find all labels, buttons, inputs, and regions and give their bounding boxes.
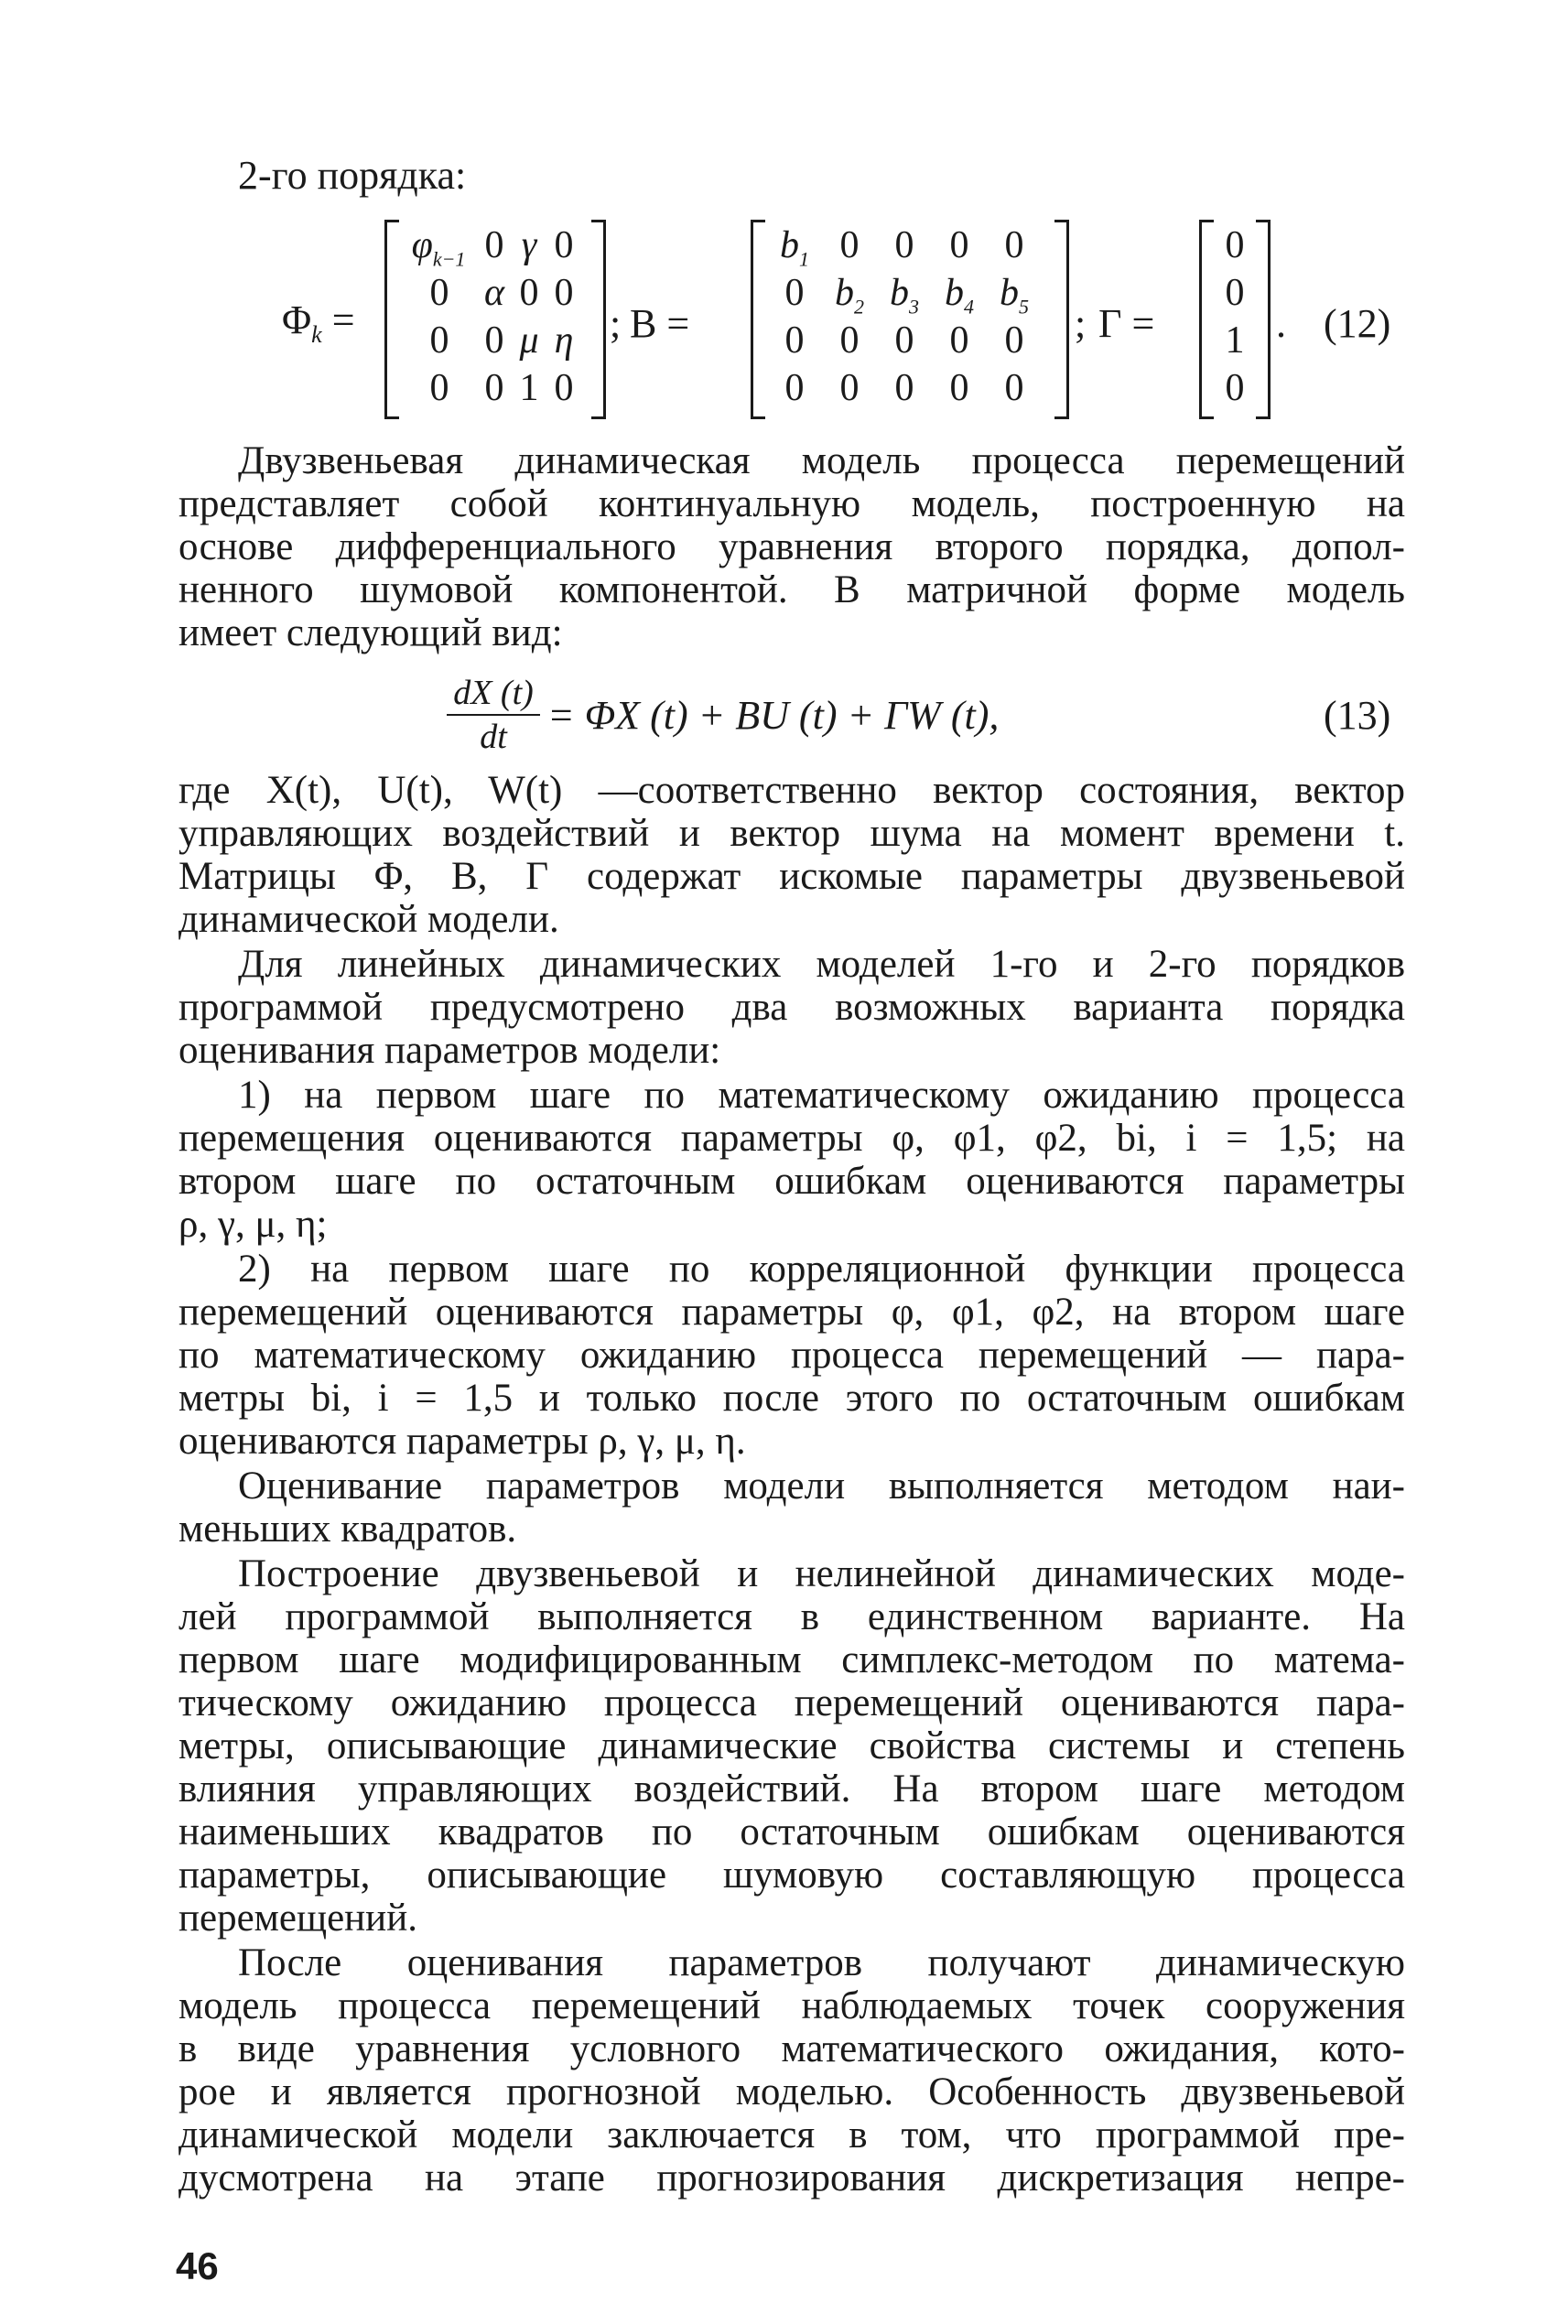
b-equals: =	[666, 301, 690, 346]
para6-line-1: Оценивание параметров модели выполняется методом наи-	[238, 1465, 1405, 1508]
phi-cell-1-1: $\varphi_{k-1}$	[411, 224, 466, 271]
fraction-numerator: dX (t)	[447, 672, 540, 716]
b-cell-4-3: 0	[894, 367, 914, 409]
para8-line-3: в виде уравнения условного математического ожидания, кото-	[178, 2027, 1405, 2070]
b-cell-3-3: 0	[894, 319, 914, 362]
page-number: 46	[176, 2244, 219, 2287]
phi-matrix	[384, 220, 606, 419]
gamma-label: Γ	[1098, 301, 1122, 346]
para1-line-5: имеет следующий вид:	[178, 611, 563, 654]
phi-subscript: k	[311, 320, 322, 348]
para8-line-1: После оценивания параметров получают динамическую	[238, 1941, 1405, 1984]
para2-line-2: управляющих воздействий и вектор шума на момент времени t.	[178, 812, 1405, 855]
para5-line-1: 2) на первом шаге по корреляционной функции процесса	[238, 1248, 1405, 1291]
b-cell-4-4: 0	[949, 367, 969, 409]
para8-line-4: рое и является прогнозной моделью. Особенность двузвеньевой	[178, 2070, 1405, 2113]
gamma-cell-4: 0	[1225, 367, 1245, 409]
separator-2: ;	[1075, 301, 1087, 346]
para7-line-1: Построение двузвеньевой и нелинейной динамических моде-	[238, 1552, 1405, 1595]
b-cell-3-4: 0	[949, 319, 969, 362]
gamma-cell-3: 1	[1225, 319, 1245, 362]
b-cell-2-2: $b_2$	[835, 272, 864, 319]
para4-line-3: втором шаге по остаточным ошибкам оцениваются параметры	[178, 1160, 1405, 1203]
para8-line-6: дусмотрена на этапе прогнозирования дискретизация непре-	[178, 2156, 1405, 2200]
gamma-cell-1: 0	[1225, 224, 1245, 266]
para7-line-5: метры, описывающие динамические свойства системы и степень	[178, 1724, 1405, 1767]
para2-line-3: Матрицы Φ, B, Γ содержат искомые параметры двузвеньевой	[178, 855, 1405, 898]
b-cell-3-1: 0	[784, 319, 805, 362]
b-cell-4-1: 0	[784, 367, 805, 409]
para3-line-3: оценивания параметров модели:	[178, 1029, 721, 1072]
phi-cell-3-4: η	[554, 319, 574, 362]
equation-13-rhs: = ΦX (t) + BU (t) + ΓW (t),	[547, 693, 1000, 738]
fraction-denominator: dt	[480, 718, 507, 756]
equation-number-13: (13)	[1324, 693, 1391, 738]
b-cell-1-2: 0	[839, 224, 860, 266]
para8-line-5: динамической модели заключается в том, что программой пре-	[178, 2113, 1405, 2156]
b-cell-2-4: $b_4$	[945, 272, 974, 319]
derivative-fraction	[447, 672, 540, 758]
phi-cell-3-1: 0	[429, 319, 449, 362]
separator-1: ;	[610, 301, 622, 346]
b-cell-3-2: 0	[839, 319, 860, 362]
para1-line-2: представляет собой континуальную модель, построенную на	[178, 482, 1405, 525]
b-cell-1-5: 0	[1004, 224, 1024, 266]
phi-equals: =	[331, 297, 355, 342]
equation-number-12: (12)	[1324, 301, 1391, 346]
b-cell-4-2: 0	[839, 367, 860, 409]
phi-cell-1-4: 0	[554, 224, 574, 266]
phi-cell-3-3: μ	[519, 319, 539, 362]
para2-line-4: динамической модели.	[178, 898, 559, 941]
para8-line-2: модель процесса перемещений наблюдаемых точек сооружения	[178, 1984, 1405, 2027]
b-label: B	[630, 301, 657, 346]
phi-cell-4-3: 1	[519, 367, 539, 409]
para7-line-9: перемещений.	[178, 1897, 417, 1940]
phi-cell-4-4: 0	[554, 367, 574, 409]
para5-line-3: по математическому ожиданию процесса перемещений — пара-	[178, 1334, 1405, 1377]
b-cell-3-5: 0	[1004, 319, 1024, 362]
para7-line-4: тическому ожиданию процесса перемещений оцениваются пара-	[178, 1681, 1405, 1724]
equation-end-dot: .	[1276, 301, 1286, 346]
phi-cell-3-2: 0	[484, 319, 504, 362]
para1-line-4: ненного шумовой компонентой. В матричной форме модель	[178, 568, 1405, 611]
para1-line-1: Двузвеньевая динамическая модель процесса перемещений	[238, 439, 1405, 482]
para7-line-7: наименьших квадратов по остаточным ошибкам оцениваются	[178, 1811, 1405, 1854]
para5-line-4: метры bi, i = 1,5 и только после этого по остаточным ошибкам	[178, 1377, 1405, 1420]
phi-cell-2-1: 0	[429, 272, 449, 314]
para3-line-1: Для линейных динамических моделей 1-го и 2-го порядков	[238, 943, 1405, 986]
b-cell-2-1: 0	[784, 272, 805, 314]
para7-line-6: влияния управляющих воздействий. На втором шаге методом	[178, 1767, 1405, 1811]
para4-line-4: ρ, γ, μ, η;	[178, 1203, 328, 1246]
para1-line-3: основе дифференциального уравнения второго порядка, допол-	[178, 525, 1405, 568]
phi-label: Φ	[282, 297, 312, 342]
para7-line-8: параметры, описывающие шумовую составляющую процесса	[178, 1854, 1405, 1897]
para4-line-1: 1) на первом шаге по математическому ожиданию процесса	[238, 1074, 1405, 1117]
para4-line-2: перемещения оцениваются параметры φ, φ1, φ2, bi, i = 1,5; на	[178, 1117, 1405, 1160]
para2-line-1: где X(t), U(t), W(t) —соответственно вектор состояния, вектор	[178, 769, 1405, 812]
b-cell-2-3: $b_3$	[890, 272, 919, 319]
phi-cell-4-1: 0	[429, 367, 449, 409]
section-heading: 2-го порядка:	[238, 153, 467, 198]
gamma-cell-2: 0	[1225, 272, 1245, 314]
phi-cell-4-2: 0	[484, 367, 504, 409]
b-cell-1-1: $b_1$	[780, 224, 809, 271]
para5-line-2: перемещений оцениваются параметры φ, φ1, φ2, на втором шаге	[178, 1291, 1405, 1334]
gamma-equals: =	[1131, 301, 1155, 346]
phi-cell-2-2: α	[483, 272, 505, 314]
para7-line-3: первом шаге модифицированным симплекс-методом по матема-	[178, 1638, 1405, 1681]
phi-cell-1-2: 0	[484, 224, 504, 266]
gamma-matrix	[1199, 220, 1271, 419]
phi-cell-2-3: 0	[519, 272, 539, 314]
para5-line-5: оцениваются параметры ρ, γ, μ, η.	[178, 1420, 746, 1463]
b-cell-2-5: $b_5$	[1000, 272, 1029, 319]
phi-cell-2-4: 0	[554, 272, 574, 314]
b-cell-1-3: 0	[894, 224, 914, 266]
b-matrix	[751, 220, 1069, 419]
para7-line-2: лей программой выполняется в единственном варианте. На	[178, 1595, 1405, 1638]
phi-cell-1-3: γ	[521, 224, 537, 266]
b-cell-4-5: 0	[1004, 367, 1024, 409]
b-cell-1-4: 0	[949, 224, 969, 266]
para3-line-2: программой предусмотрено два возможных варианта порядка	[178, 986, 1405, 1029]
para6-line-2: меньших квадратов.	[178, 1508, 517, 1551]
